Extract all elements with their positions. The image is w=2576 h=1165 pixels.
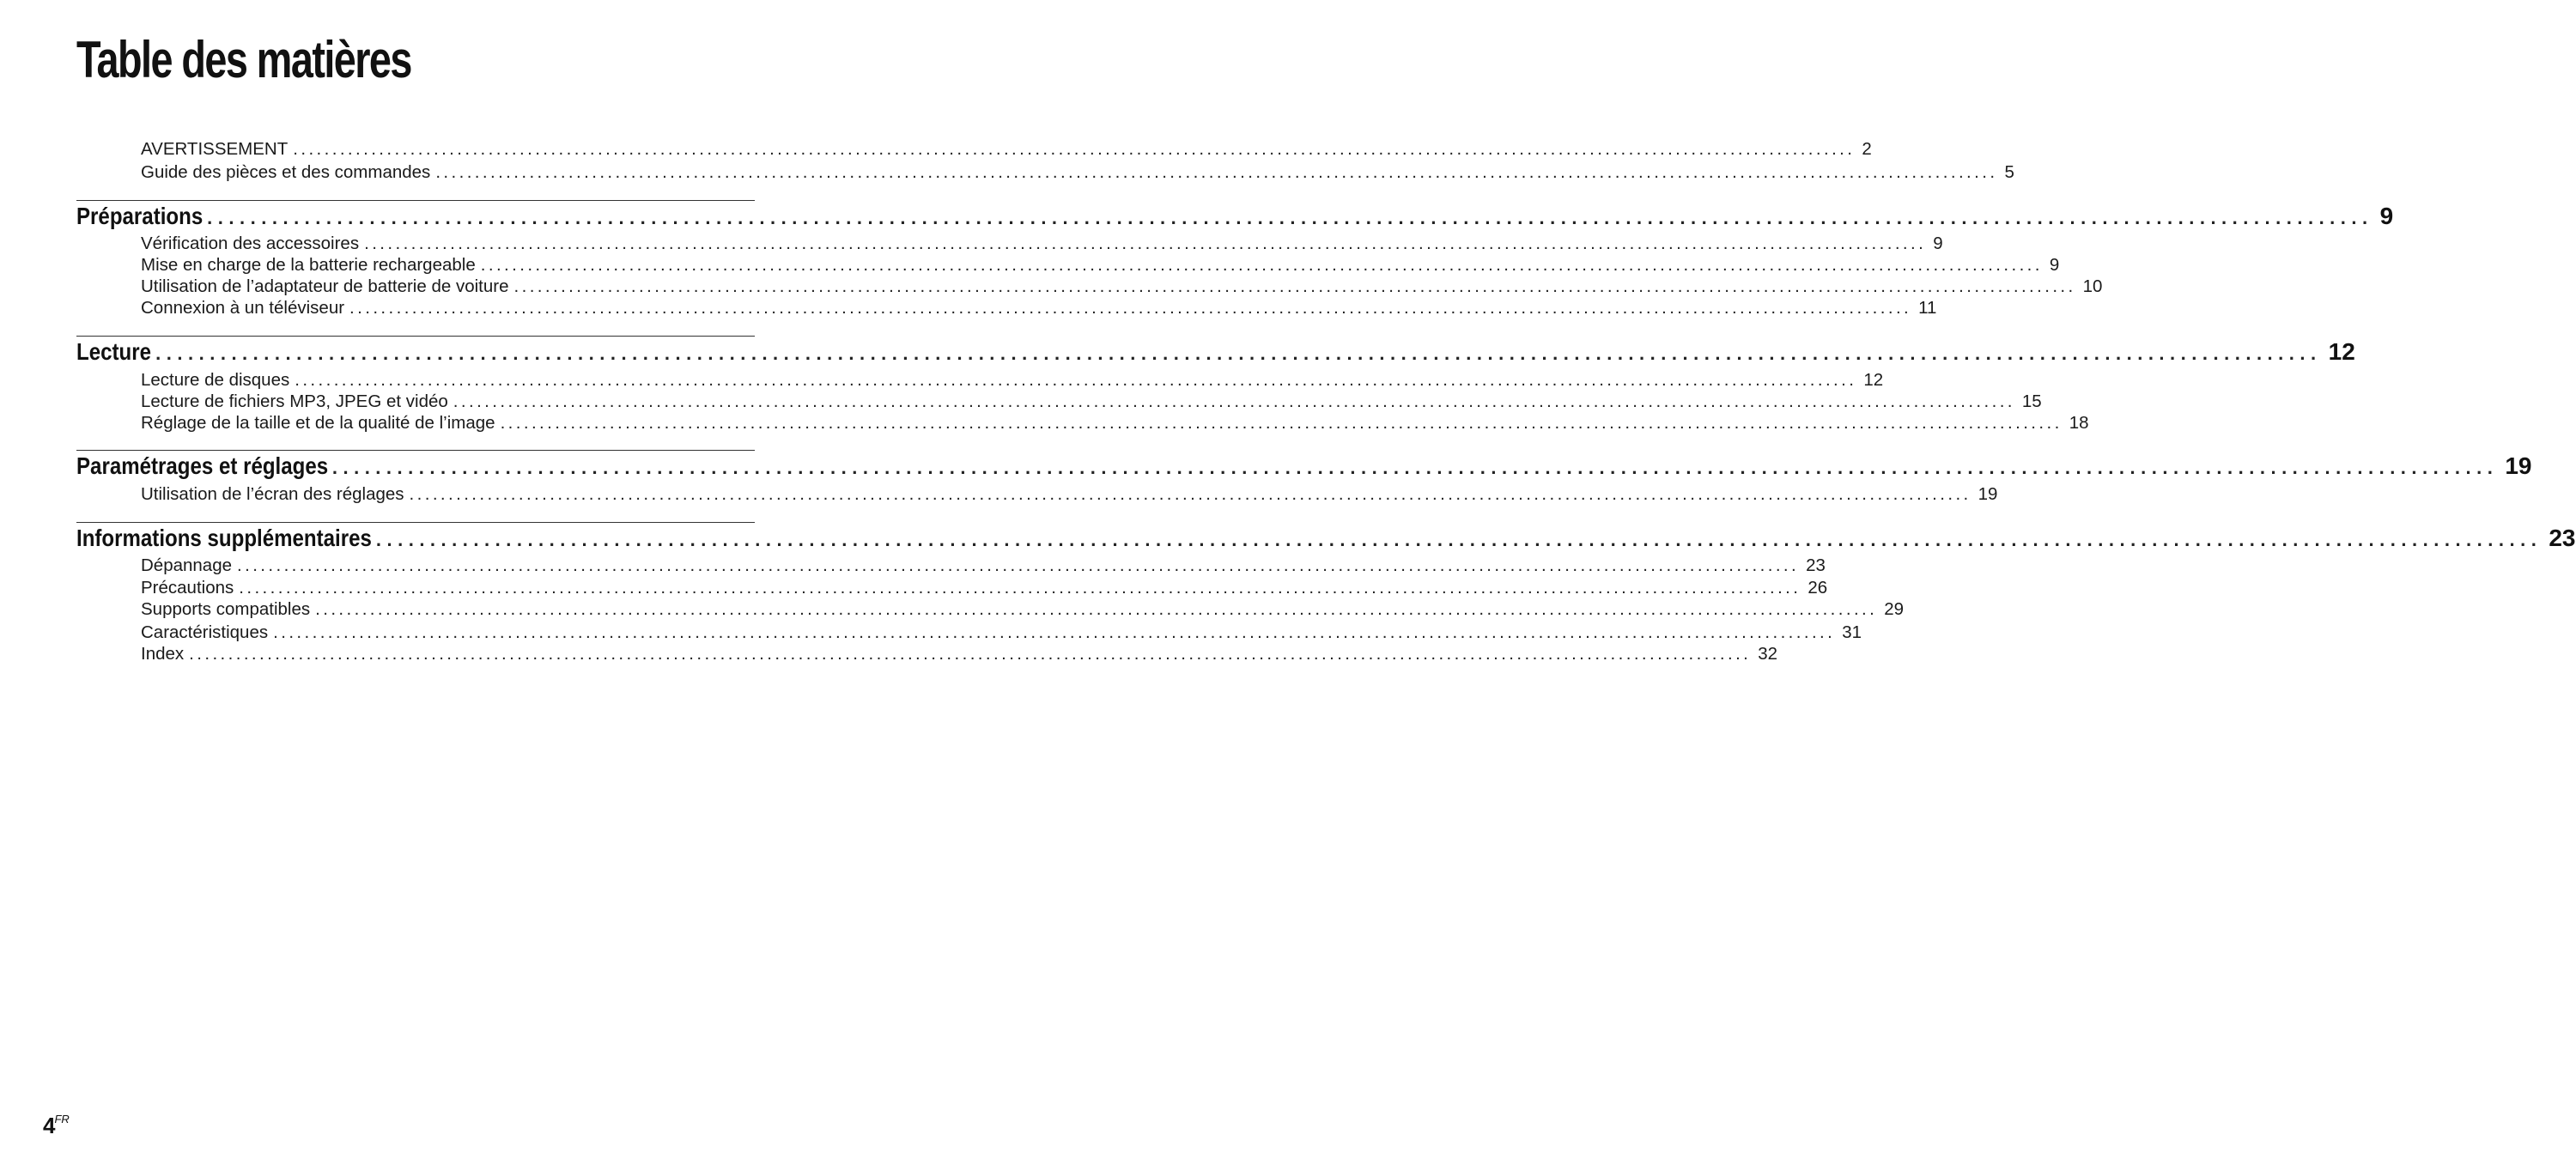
dot-leader: ........................................................................................................................................................................................................ — [409, 484, 1971, 504]
toc-section-page: 23 — [2549, 525, 2576, 551]
section-divider — [76, 200, 755, 201]
toc-entry[interactable] — [141, 254, 2060, 276]
page-number: 4 — [43, 1113, 55, 1138]
toc-entry-label: Dépannage — [141, 555, 233, 575]
toc-section-heading[interactable] — [76, 202, 2394, 231]
language-code: FR — [54, 1113, 70, 1126]
toc-entry[interactable] — [141, 483, 1998, 506]
toc-entry-page: 18 — [2069, 413, 2089, 433]
toc-entry-page: 15 — [2021, 391, 2042, 411]
toc-entry-page: 10 — [2082, 276, 2103, 296]
dot-leader: ........................................................................................................................................................................................................ — [453, 391, 2015, 411]
toc-entry-page: 29 — [1884, 599, 1905, 619]
dot-leader: ........................................................................................................................................................................................................ — [293, 139, 1856, 159]
dot-leader: ........................................................................................................................................................................................................ — [155, 343, 2322, 364]
dot-leader: ........................................................................................................................................................................................................ — [315, 599, 1878, 619]
toc-entry[interactable] — [141, 233, 1943, 255]
toc-entry[interactable] — [141, 412, 2089, 434]
toc-entry-label: Utilisation de l’adaptateur de batterie de voiture — [141, 276, 509, 296]
dot-leader: ........................................................................................................................................................................................................ — [480, 255, 2043, 275]
section-divider — [76, 522, 755, 523]
toc-entry-label: Index — [141, 644, 185, 664]
toc-entry[interactable] — [141, 555, 1826, 577]
toc-entry[interactable] — [141, 297, 1937, 319]
toc-section-heading[interactable] — [76, 524, 2576, 553]
section-divider — [76, 450, 755, 451]
dot-leader: ........................................................................................................................................................................................................ — [513, 276, 2076, 296]
dot-leader: ........................................................................................................................................................................................................ — [237, 555, 1800, 575]
toc-entry-page: 32 — [1758, 644, 1778, 664]
toc-entry-label: Précautions — [141, 578, 234, 598]
toc-entry[interactable] — [141, 138, 1872, 161]
toc-entry-label: Lecture de fichiers MP3, JPEG et vidéo — [141, 391, 448, 411]
dot-leader: ........................................................................................................................................................................................................ — [500, 413, 2063, 433]
toc-entry[interactable] — [141, 391, 2042, 413]
dot-leader: ........................................................................................................................................................................................................ — [331, 457, 2499, 478]
toc-entry[interactable] — [141, 622, 1862, 644]
toc-entry-label: Supports compatibles — [141, 599, 311, 619]
toc-entry[interactable] — [141, 577, 1828, 599]
toc-section-page: 9 — [2379, 203, 2394, 229]
toc-entry-page: 31 — [1842, 622, 1862, 642]
toc-section-title: Préparations — [76, 203, 204, 229]
toc-entry-page: 23 — [1806, 555, 1826, 575]
toc-entry[interactable] — [141, 598, 1905, 621]
toc-entry-page: 9 — [2049, 255, 2060, 275]
toc-entry-page: 5 — [2004, 162, 2014, 182]
page-title: Table des matières — [76, 31, 411, 88]
toc-entry-label: AVERTISSEMENT — [141, 139, 289, 159]
toc-entry[interactable] — [141, 276, 2103, 298]
dot-leader: ........................................................................................................................................................................................................ — [349, 298, 1912, 318]
toc-entry-page: 11 — [1918, 298, 1937, 318]
toc-section-page: 12 — [2328, 338, 2355, 365]
toc-entry-page: 19 — [1978, 484, 1998, 504]
toc-section-heading[interactable] — [76, 452, 2532, 481]
toc-entry[interactable] — [141, 369, 1884, 391]
toc-entry-page: 12 — [1863, 370, 1884, 390]
toc-entry-label: Lecture de disques — [141, 370, 290, 390]
toc-entry-label: Caractéristiques — [141, 622, 269, 642]
dot-leader: ........................................................................................................................................................................................................ — [207, 207, 2373, 228]
toc-entry[interactable] — [141, 161, 2014, 184]
dot-leader: ........................................................................................................................................................................................................ — [189, 644, 1752, 664]
toc-section-title: Lecture — [76, 338, 151, 365]
dot-leader: ........................................................................................................................................................................................................ — [375, 529, 2543, 550]
toc-section-page: 19 — [2505, 452, 2532, 479]
toc-entry[interactable] — [141, 643, 1778, 665]
toc-entry-page: 26 — [1807, 578, 1828, 598]
toc-entry-label: Vérification des accessoires — [141, 234, 360, 253]
toc-entry-page: 9 — [1933, 234, 1943, 253]
dot-leader: ........................................................................................................................................................................................................ — [295, 370, 1857, 390]
section-divider — [76, 336, 755, 337]
toc-entry-label: Connexion à un téléviseur — [141, 298, 345, 318]
toc-entry-label: Réglage de la taille et de la qualité de l’image — [141, 413, 495, 433]
dot-leader: ........................................................................................................................................................................................................ — [273, 622, 1836, 642]
page-footer — [43, 1113, 70, 1139]
toc-section-title: Paramétrages et réglages — [76, 452, 329, 479]
toc-entry-label: Utilisation de l’écran des réglages — [141, 484, 404, 504]
toc-section-heading[interactable] — [76, 337, 2355, 367]
dot-leader: ........................................................................................................................................................................................................ — [239, 578, 1801, 598]
toc-entry-page: 2 — [1862, 139, 1872, 159]
dot-leader: ........................................................................................................................................................................................................ — [435, 162, 1998, 182]
toc-entry-label: Guide des pièces et des commandes — [141, 162, 431, 182]
dot-leader: ........................................................................................................................................................................................................ — [364, 234, 1927, 253]
toc-entry-label: Mise en charge de la batterie rechargeable — [141, 255, 476, 275]
toc-section-title: Informations supplémentaires — [76, 525, 372, 551]
